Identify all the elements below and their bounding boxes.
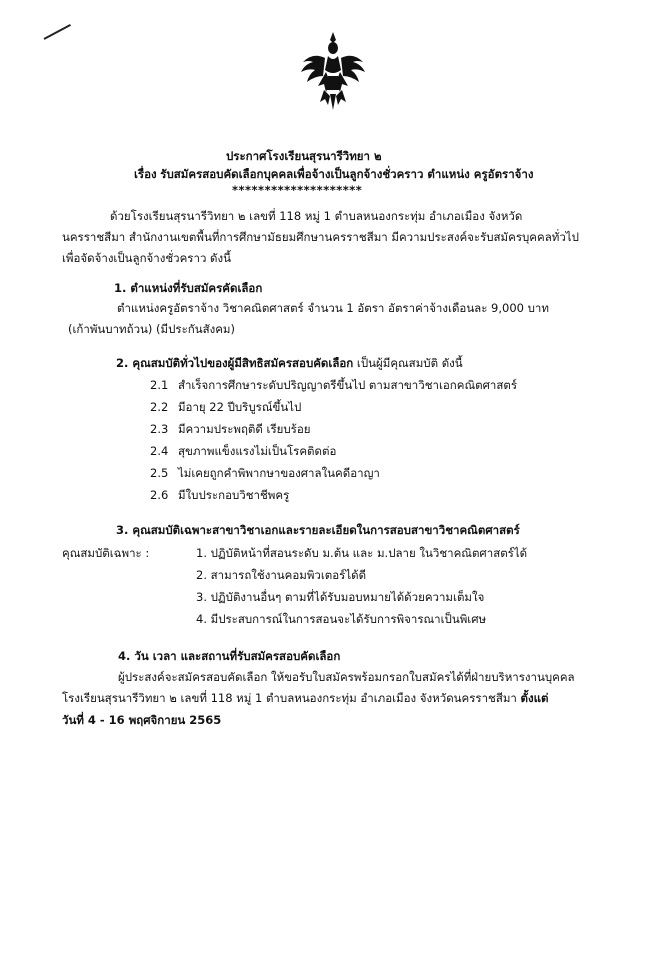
item-text: สำเร็จการศึกษาระดับปริญญาตรีขึ้นไป ตามสาขาวิชาเอกคณิตศาสตร์ <box>177 378 518 392</box>
section3-item: 1. ปฏิบัติหน้าที่สอนระดับ ม.ต้น และ ม.ปลาย ในวิชาคณิตศาสตร์ได้ <box>196 546 528 560</box>
section2-heading <box>116 355 463 373</box>
section3-item: 2. สามารถใช้งานคอมพิวเตอร์ได้ดี <box>196 568 367 582</box>
section4-line-2 <box>62 690 549 708</box>
section4-line-1: ผู้ประสงค์จะสมัครสอบคัดเลือก ให้ขอรับใบสมัครพร้อมกรอกใบสมัครได้ที่ฝ่ายบริหารงานบุคคล <box>118 670 575 684</box>
item-number: 2.5 <box>150 466 169 480</box>
document-title: ประกาศโรงเรียนสุรนารีวิทยา ๒ <box>226 149 382 163</box>
item-number: 2.2 <box>150 400 169 414</box>
subject-label: เรื่อง <box>134 167 157 181</box>
section3-item: 3. ปฏิบัติงานอื่นๆ ตามที่ได้รับมอบหมายได้ด้วยความเต็มใจ <box>196 590 485 604</box>
intro-line-2: นครราชสีมา สำนักงานเขตพื้นที่การศึกษามัธยมศึกษานครราชสีมา มีความประสงค์จะรับสมัครบุคคลทั่วไป <box>62 230 579 244</box>
item-number: 2.3 <box>150 422 169 436</box>
section3-heading: 3. คุณสมบัติเฉพาะสาขาวิชาเอกและรายละเอียดในการสอบสาขาวิชาคณิตศาสตร์ <box>116 523 520 537</box>
item-text: มีใบประกอบวิชาชีพครู <box>177 488 290 502</box>
item-number: 2.4 <box>150 444 169 458</box>
section3-label: คุณสมบัติเฉพาะ : <box>62 546 150 560</box>
intro-line-1: ด้วยโรงเรียนสุรนารีวิทยา ๒ เลขที่ 118 หมู่ 1 ตำบลหนองกระทุ่ม อำเภอเมือง จังหวัด <box>110 209 523 223</box>
section1-line-1: ตำแหน่งครูอัตราจ้าง วิชาคณิตศาสตร์ จำนวน 1 อัตรา อัตราค่าจ้างเดือนละ 9,000 บาท <box>117 301 549 315</box>
section2-item <box>150 487 289 505</box>
section2-item <box>150 377 517 395</box>
item-number: 2.1 <box>150 378 169 392</box>
section2-item <box>150 399 301 417</box>
subject-text: รับสมัครสอบคัดเลือกบุคคลเพื่อจ้างเป็นลูกจ้างชั่วคราว ตำแหน่ง ครูอัตราจ้าง <box>160 167 534 181</box>
pen-mark <box>44 24 71 40</box>
section1-heading: 1. ตำแหน่งที่รับสมัครคัดเลือก <box>114 281 263 295</box>
intro-line-3: เพื่อจัดจ้างเป็นลูกจ้างชั่วคราว ดังนี้ <box>62 251 231 265</box>
section1-line-2: (เก้าพันบาทถ้วน) (มีประกันสังคม) <box>68 322 235 336</box>
section4-date: วันที่ 4 - 16 พฤศจิกายน 2565 <box>62 713 222 727</box>
divider: ******************** <box>232 183 363 197</box>
section4-heading: 4. วัน เวลา และสถานที่รับสมัครสอบคัดเลือก <box>118 649 341 663</box>
section3-item: 4. มีประสบการณ์ในการสอนจะได้รับการพิจารณาเป็นพิเศษ <box>196 612 487 626</box>
item-text: มีอายุ 22 ปีบริบูรณ์ขึ้นไป <box>177 400 302 414</box>
section2-item <box>150 465 380 483</box>
subject-line <box>134 166 534 184</box>
section2-heading-bold: 2. คุณสมบัติทั่วไปของผู้มีสิทธิสมัครสอบคัดเลือก <box>116 356 354 370</box>
section2-item <box>150 443 336 461</box>
section2-heading-rest: เป็นผู้มีคุณสมบัติ ดังนี้ <box>353 356 463 370</box>
section2-item <box>150 421 310 439</box>
section4-line-2-text: โรงเรียนสุรนารีวิทยา ๒ เลขที่ 118 หมู่ 1 ตำบลหนองกระทุ่ม อำเภอเมือง จังหวัดนครราชสีมา <box>62 691 521 705</box>
item-text: สุขภาพแข็งแรงไม่เป็นโรคติดต่อ <box>177 444 337 458</box>
item-text: ไม่เคยถูกคำพิพากษาของศาลในคดีอาญา <box>177 466 380 480</box>
section4-line-2-bold: ตั้งแต่ <box>520 691 549 705</box>
item-number: 2.6 <box>150 488 169 502</box>
garuda-emblem-icon <box>298 30 368 114</box>
item-text: มีความประพฤติดี เรียบร้อย <box>177 422 311 436</box>
